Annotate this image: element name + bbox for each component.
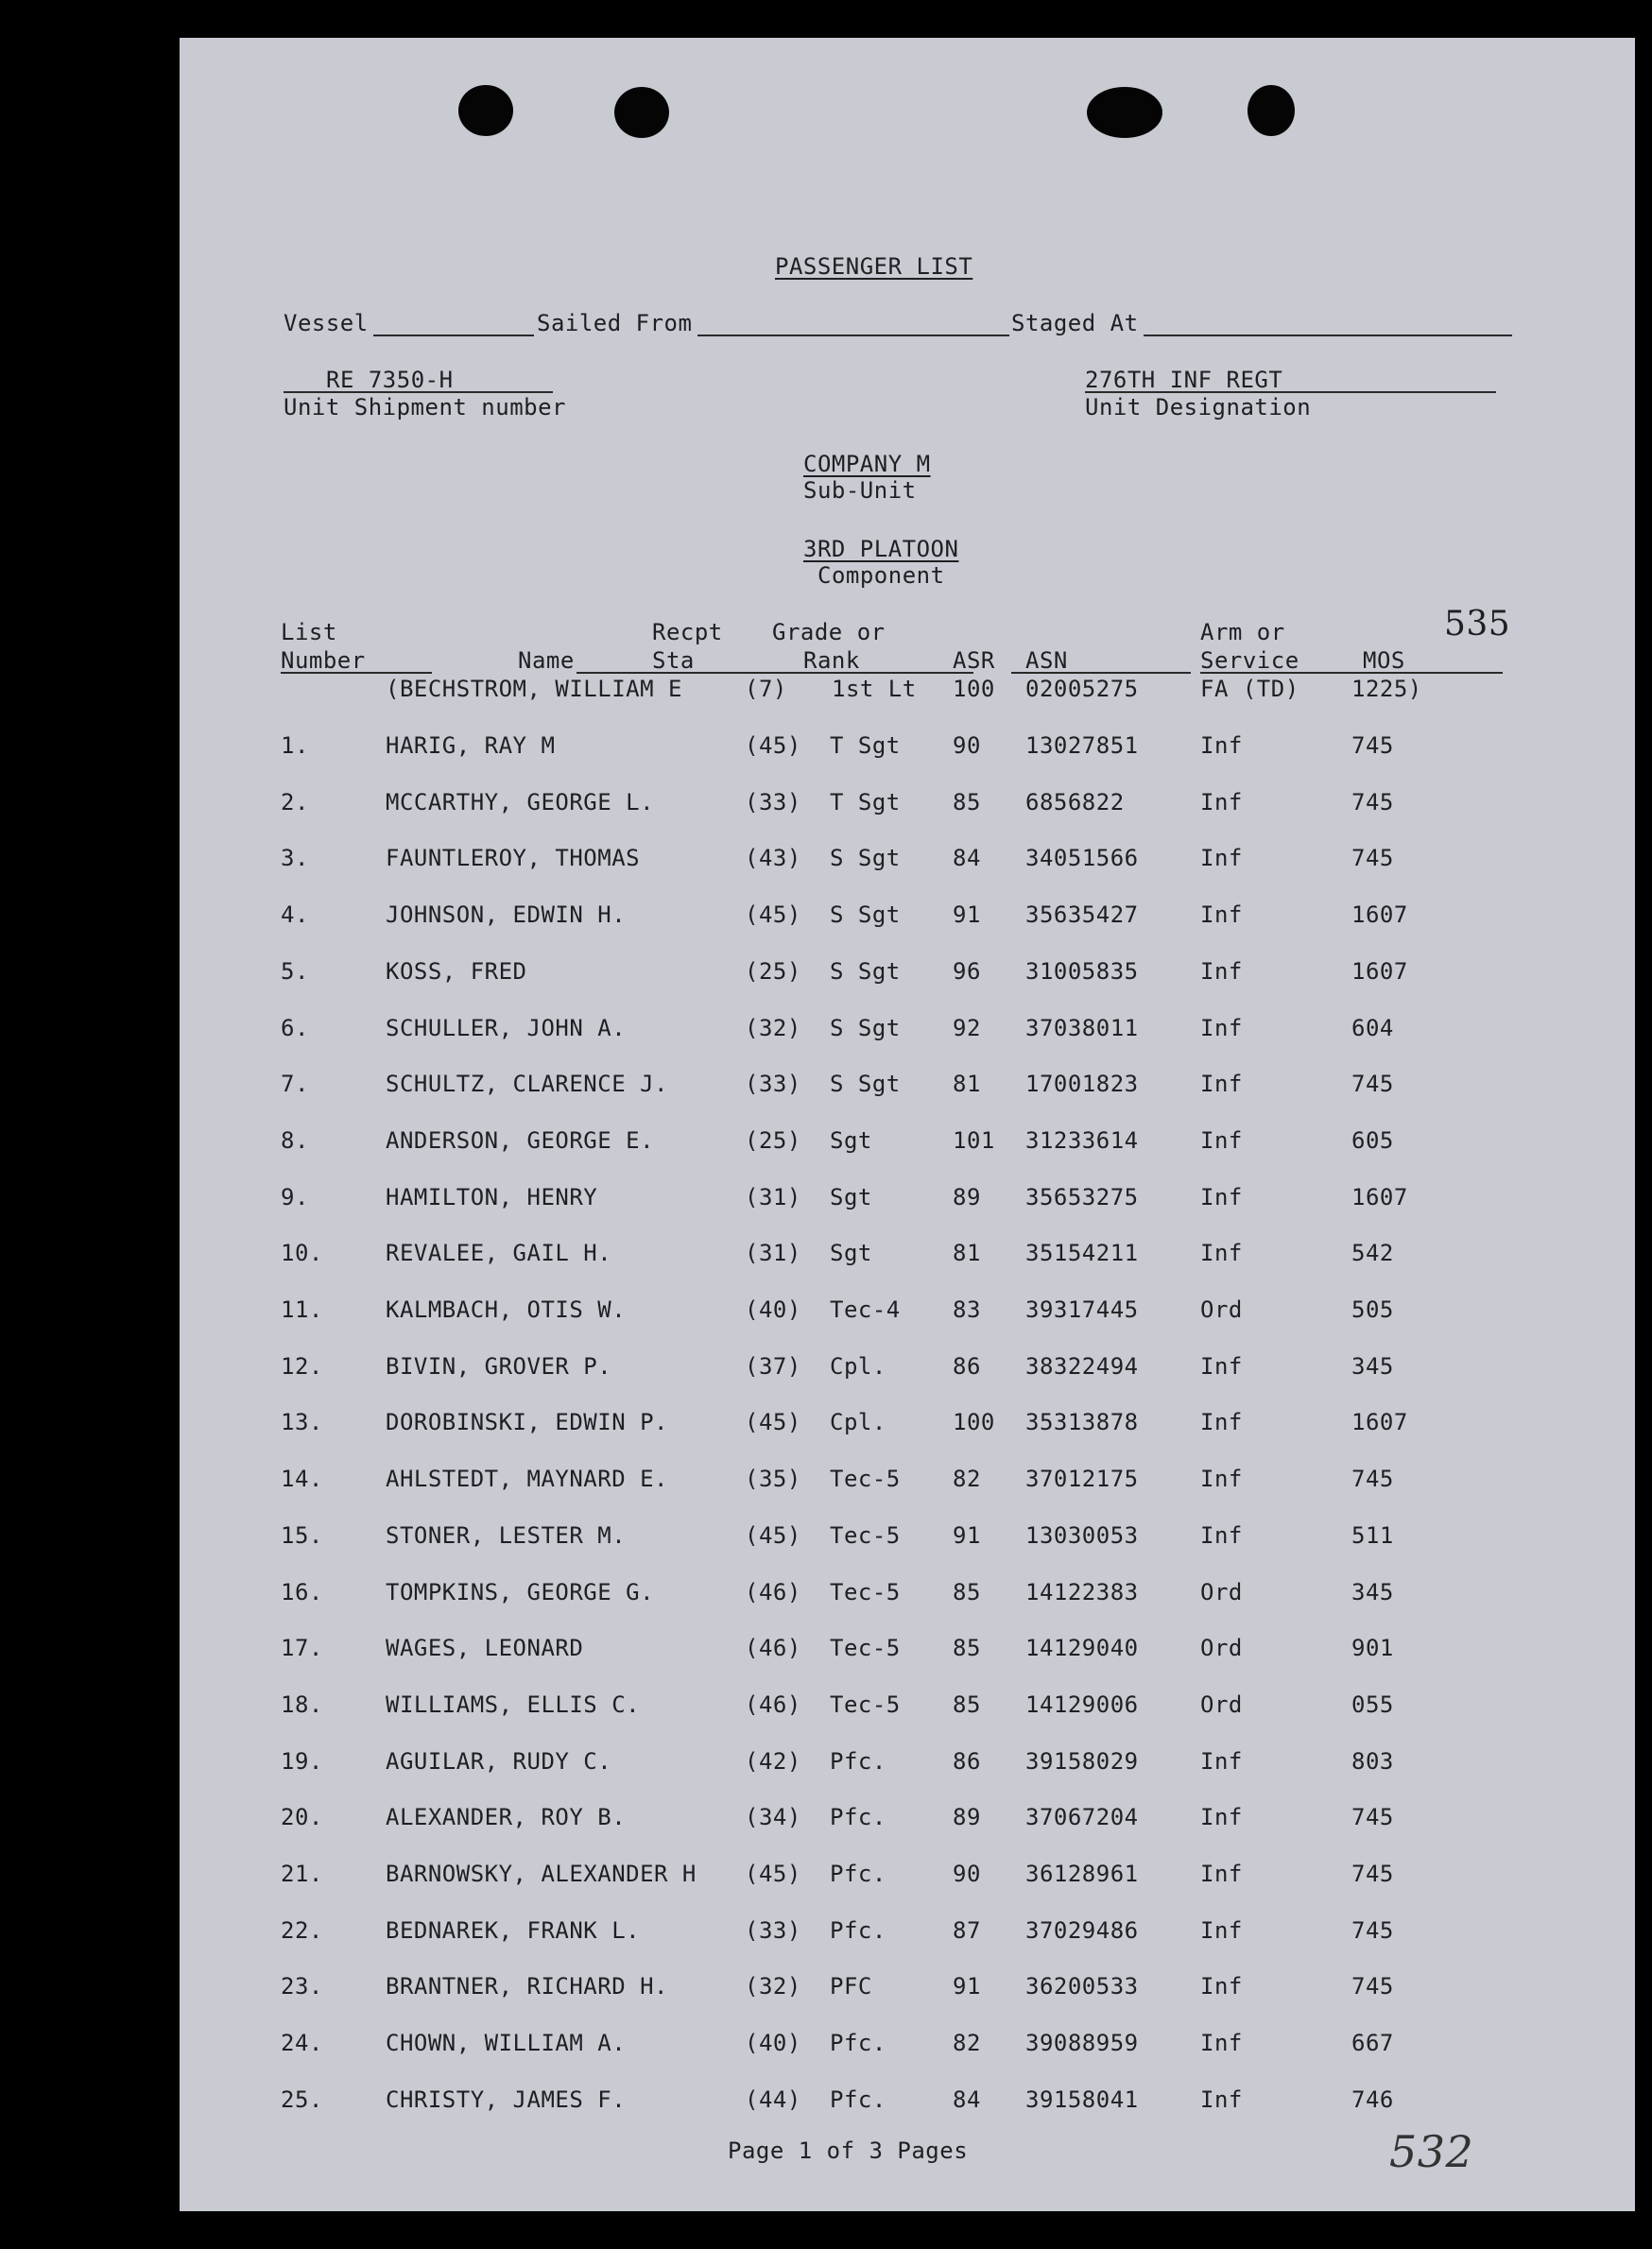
col-sta: Sta (652, 647, 695, 674)
grade-rank: T Sgt (830, 789, 901, 815)
arm-service: Ord (1200, 1296, 1243, 1323)
row-number: 14. (281, 1466, 323, 1492)
page-footer: Page 1 of 3 Pages (728, 2137, 969, 2164)
asn-number: 39088959 (1025, 2030, 1139, 2056)
asr-score: 90 (953, 1861, 981, 1887)
recpt-sta: (44) (745, 2086, 801, 2113)
col-service: Service (1200, 647, 1299, 674)
grade-rank: S Sgt (830, 958, 901, 985)
arm-service: Inf (1200, 1917, 1243, 1944)
grade-rank: Sgt (830, 1184, 872, 1210)
recpt-sta: (43) (745, 845, 801, 871)
asn-number: 34051566 (1025, 845, 1139, 871)
row-number: 24. (281, 2030, 323, 2056)
mos-code: 745 (1351, 1917, 1394, 1944)
row-number: 21. (281, 1861, 323, 1887)
arm-service: Inf (1200, 1466, 1243, 1492)
passenger-name: BIVIN, GROVER P. (386, 1353, 612, 1380)
arm-service: Inf (1200, 1127, 1243, 1154)
row-number: 11. (281, 1296, 323, 1323)
unit-designation-line (1085, 391, 1496, 393)
asn-number: 35154211 (1025, 1240, 1139, 1266)
asr-score: 85 (953, 1691, 981, 1718)
mos-code: 745 (1351, 1466, 1394, 1492)
row-number: 5. (281, 958, 309, 985)
asn-number: 37038011 (1025, 1015, 1139, 1041)
arm-service: Ord (1200, 1579, 1243, 1605)
col-name: Name (518, 647, 575, 674)
table-row (180, 1071, 1635, 1108)
col-asr: ASR (953, 647, 995, 674)
unit-shipment-line (284, 391, 553, 393)
table-row (180, 789, 1635, 827)
recpt-sta: (32) (745, 1973, 801, 2000)
mos-code: 511 (1351, 1522, 1394, 1549)
col-list: List (281, 619, 337, 645)
recpt-sta: (25) (745, 958, 801, 985)
table-row (180, 1466, 1635, 1503)
asn-number: 13030053 (1025, 1522, 1139, 1549)
row-number: 22. (281, 1917, 323, 1944)
col-recpt: Recpt (652, 619, 723, 645)
mos-code: 1607 (1351, 958, 1408, 985)
recpt-sta: (37) (745, 1353, 801, 1380)
row-number: 16. (281, 1579, 323, 1605)
arm-service: Ord (1200, 1691, 1243, 1718)
asn-number: 31005835 (1025, 958, 1139, 985)
header-rule (576, 672, 973, 674)
grade-rank: Tec-5 (830, 1522, 901, 1549)
grade-rank: Pfc. (830, 1748, 886, 1775)
row-number: 25. (281, 2086, 323, 2113)
table-row (180, 1240, 1635, 1278)
col-asn: ASN (1025, 647, 1068, 674)
grade-rank: S Sgt (830, 901, 901, 928)
arm-service: Inf (1200, 1240, 1243, 1266)
recpt-sta: (46) (745, 1691, 801, 1718)
table-row (180, 1353, 1635, 1391)
asn-number: 37012175 (1025, 1466, 1139, 1492)
asr-score: 81 (953, 1240, 981, 1266)
mos-code: 345 (1351, 1579, 1394, 1605)
table-row (180, 958, 1635, 996)
grade-rank: Tec-5 (830, 1579, 901, 1605)
page-title: PASSENGER LIST (775, 253, 973, 280)
row-number: 2. (281, 789, 309, 815)
asr-score: 84 (953, 2086, 981, 2113)
recpt-sta: (45) (745, 1861, 801, 1887)
unit-shipment-number: RE 7350-H (326, 367, 454, 393)
mos-code: 745 (1351, 1861, 1394, 1887)
asn-number: 35653275 (1025, 1184, 1139, 1210)
table-row (180, 1296, 1635, 1334)
passenger-name: REVALEE, GAIL H. (386, 1240, 612, 1266)
arm-service: Inf (1200, 1973, 1243, 2000)
unit-designation-label: Unit Designation (1085, 394, 1312, 421)
asr-score: 101 (953, 1127, 995, 1154)
grade-rank: S Sgt (830, 1015, 901, 1041)
row-number: 19. (281, 1748, 323, 1775)
row-number: 4. (281, 901, 309, 928)
asn-number: 13027851 (1025, 732, 1139, 759)
mos-code: 542 (1351, 1240, 1394, 1266)
mos-code: 667 (1351, 2030, 1394, 2056)
asr-score: 85 (953, 1579, 981, 1605)
arm-service: Inf (1200, 1522, 1243, 1549)
header-rule (1200, 672, 1503, 674)
table-row (180, 1748, 1635, 1786)
table-row (180, 1804, 1635, 1842)
col-number: Number (281, 647, 366, 674)
table-row (180, 1635, 1635, 1673)
recpt-sta: (31) (745, 1240, 801, 1266)
passenger-name: HARIG, RAY M (386, 732, 556, 759)
officer-asr: 100 (953, 676, 995, 702)
asn-number: 14129040 (1025, 1635, 1139, 1661)
asr-score: 86 (953, 1748, 981, 1775)
officer-service: FA (TD) (1200, 676, 1299, 702)
recpt-sta: (45) (745, 1409, 801, 1435)
recpt-sta: (40) (745, 1296, 801, 1323)
row-number: 18. (281, 1691, 323, 1718)
mos-code: 055 (1351, 1691, 1394, 1718)
mos-code: 1607 (1351, 1184, 1408, 1210)
staged-at-blank (1144, 335, 1512, 336)
table-row (180, 845, 1635, 883)
arm-service: Inf (1200, 1748, 1243, 1775)
asr-score: 85 (953, 789, 981, 815)
row-number: 20. (281, 1804, 323, 1830)
arm-service: Inf (1200, 1861, 1243, 1887)
grade-rank: Pfc. (830, 1861, 886, 1887)
recpt-sta: (42) (745, 1748, 801, 1775)
recpt-sta: (31) (745, 1184, 801, 1210)
grade-rank: Sgt (830, 1240, 872, 1266)
recpt-sta: (33) (745, 1917, 801, 1944)
punch-hole (458, 85, 513, 136)
recpt-sta: (34) (745, 1804, 801, 1830)
table-row (180, 1522, 1635, 1560)
recpt-sta: (35) (745, 1466, 801, 1492)
asn-number: 6856822 (1025, 789, 1125, 815)
grade-rank: S Sgt (830, 1071, 901, 1097)
row-number: 9. (281, 1184, 309, 1210)
recpt-sta: (46) (745, 1635, 801, 1661)
passenger-name: FAUNTLEROY, THOMAS (386, 845, 641, 871)
asn-number: 36128961 (1025, 1861, 1139, 1887)
table-row (180, 1861, 1635, 1898)
table-row (180, 901, 1635, 939)
sailed-from-blank (697, 335, 1009, 336)
grade-rank: Pfc. (830, 1917, 886, 1944)
row-number: 13. (281, 1409, 323, 1435)
punch-hole (1248, 85, 1295, 136)
asr-score: 86 (953, 1353, 981, 1380)
passenger-name: BRANTNER, RICHARD H. (386, 1973, 668, 2000)
table-row (180, 1409, 1635, 1447)
arm-service: Inf (1200, 958, 1243, 985)
passenger-name: SCHULTZ, CLARENCE J. (386, 1071, 668, 1097)
passenger-name: ANDERSON, GEORGE E. (386, 1127, 655, 1154)
asn-number: 39158029 (1025, 1748, 1139, 1775)
row-number: 7. (281, 1071, 309, 1097)
vessel-label: Vessel (284, 310, 369, 336)
passenger-name: AGUILAR, RUDY C. (386, 1748, 612, 1775)
grade-rank: Sgt (830, 1127, 872, 1154)
mos-code: 745 (1351, 789, 1394, 815)
mos-code: 604 (1351, 1015, 1394, 1041)
asr-score: 82 (953, 1466, 981, 1492)
component-label: Component (817, 562, 945, 589)
arm-service: Inf (1200, 2086, 1243, 2113)
passenger-name: ALEXANDER, ROY B. (386, 1804, 627, 1830)
mos-code: 1607 (1351, 1409, 1408, 1435)
asr-score: 81 (953, 1071, 981, 1097)
handwritten-page-number: 532 (1389, 2126, 1474, 2177)
asn-number: 35313878 (1025, 1409, 1139, 1435)
asn-number: 39317445 (1025, 1296, 1139, 1323)
row-number: 8. (281, 1127, 309, 1154)
asn-number: 17001823 (1025, 1071, 1139, 1097)
mos-code: 505 (1351, 1296, 1394, 1323)
table-row (180, 2030, 1635, 2068)
mos-code: 605 (1351, 1127, 1394, 1154)
arm-service: Inf (1200, 2030, 1243, 2056)
grade-rank: Tec-5 (830, 1635, 901, 1661)
row-number: 1. (281, 732, 309, 759)
asn-number: 31233614 (1025, 1127, 1139, 1154)
asr-score: 82 (953, 2030, 981, 2056)
row-number: 6. (281, 1015, 309, 1041)
grade-rank: PFC (830, 1973, 872, 2000)
officer-rank: 1st Lt (832, 676, 917, 702)
officer-name: (BECHSTROM, WILLIAM E (386, 676, 682, 702)
officer-sta: (7) (745, 676, 787, 702)
arm-service: Inf (1200, 1804, 1243, 1830)
grade-rank: Pfc. (830, 1804, 886, 1830)
table-row (180, 1691, 1635, 1729)
mos-code: 745 (1351, 732, 1394, 759)
asr-score: 87 (953, 1917, 981, 1944)
arm-service: Inf (1200, 1184, 1243, 1210)
passenger-name: CHOWN, WILLIAM A. (386, 2030, 627, 2056)
row-number: 10. (281, 1240, 323, 1266)
col-mos: MOS (1363, 647, 1405, 674)
passenger-name: MCCARTHY, GEORGE L. (386, 789, 655, 815)
mos-code: 803 (1351, 1748, 1394, 1775)
recpt-sta: (25) (745, 1127, 801, 1154)
stamp-number: 535 (1444, 605, 1511, 644)
asr-score: 90 (953, 732, 981, 759)
table-row (180, 1184, 1635, 1222)
passenger-name: SCHULLER, JOHN A. (386, 1015, 627, 1041)
passenger-name: HAMILTON, HENRY (386, 1184, 598, 1210)
passenger-name: WAGES, LEONARD (386, 1635, 584, 1661)
unit-designation: 276TH INF REGT (1085, 367, 1283, 393)
officer-asn: 02005275 (1025, 676, 1139, 702)
asn-number: 35635427 (1025, 901, 1139, 928)
header-rule (1011, 672, 1191, 674)
asr-score: 83 (953, 1296, 981, 1323)
sub-unit-label: Sub-Unit (803, 477, 917, 504)
table-row (180, 1973, 1635, 2011)
table-row (180, 2086, 1635, 2124)
col-grade-or: Grade or (772, 619, 886, 645)
passenger-name: KOSS, FRED (386, 958, 527, 985)
mos-code: 745 (1351, 1804, 1394, 1830)
grade-rank: Pfc. (830, 2086, 886, 2113)
mos-code: 745 (1351, 845, 1394, 871)
grade-rank: Cpl. (830, 1409, 886, 1435)
passenger-name: KALMBACH, OTIS W. (386, 1296, 627, 1323)
recpt-sta: (45) (745, 732, 801, 759)
recpt-sta: (32) (745, 1015, 801, 1041)
recpt-sta: (40) (745, 2030, 801, 2056)
sailed-from-label: Sailed From (537, 310, 693, 336)
passenger-name: STONER, LESTER M. (386, 1522, 627, 1549)
arm-service: Inf (1200, 789, 1243, 815)
recpt-sta: (45) (745, 901, 801, 928)
recpt-sta: (33) (745, 1071, 801, 1097)
grade-rank: Tec-4 (830, 1296, 901, 1323)
grade-rank: S Sgt (830, 845, 901, 871)
mos-code: 901 (1351, 1635, 1394, 1661)
recpt-sta: (46) (745, 1579, 801, 1605)
arm-service: Inf (1200, 845, 1243, 871)
officer-mos: 1225) (1351, 676, 1422, 702)
mos-code: 745 (1351, 1071, 1394, 1097)
arm-service: Ord (1200, 1635, 1243, 1661)
asn-number: 14129006 (1025, 1691, 1139, 1718)
table-row (180, 1015, 1635, 1053)
asn-number: 38322494 (1025, 1353, 1139, 1380)
document-page (180, 38, 1635, 2211)
passenger-name: BARNOWSKY, ALEXANDER H (386, 1861, 697, 1887)
asn-number: 39158041 (1025, 2086, 1139, 2113)
sub-unit-value: COMPANY M (803, 451, 931, 477)
passenger-name: BEDNAREK, FRANK L. (386, 1917, 641, 1944)
header-rule (281, 672, 432, 674)
table-row (180, 732, 1635, 770)
row-number: 3. (281, 845, 309, 871)
asn-number: 14122383 (1025, 1579, 1139, 1605)
passenger-name: WILLIAMS, ELLIS C. (386, 1691, 641, 1718)
passenger-name: JOHNSON, EDWIN H. (386, 901, 627, 928)
table-row (180, 1917, 1635, 1955)
grade-rank: Tec-5 (830, 1466, 901, 1492)
unit-shipment-label: Unit Shipment number (284, 394, 566, 421)
table-row (180, 1579, 1635, 1617)
arm-service: Inf (1200, 1353, 1243, 1380)
asr-score: 100 (953, 1409, 995, 1435)
asn-number: 37067204 (1025, 1804, 1139, 1830)
passenger-name: DOROBINSKI, EDWIN P. (386, 1409, 668, 1435)
vessel-blank (373, 335, 534, 336)
grade-rank: Cpl. (830, 1353, 886, 1380)
asn-number: 36200533 (1025, 1973, 1139, 2000)
passenger-name: AHLSTEDT, MAYNARD E. (386, 1466, 668, 1492)
grade-rank: Pfc. (830, 2030, 886, 2056)
recpt-sta: (33) (745, 789, 801, 815)
asr-score: 85 (953, 1635, 981, 1661)
mos-code: 345 (1351, 1353, 1394, 1380)
col-arm-or: Arm or (1200, 619, 1285, 645)
asn-number: 37029486 (1025, 1917, 1139, 1944)
punch-hole (614, 87, 669, 138)
officer-row (180, 676, 1635, 713)
table-row (180, 1127, 1635, 1165)
passenger-name: TOMPKINS, GEORGE G. (386, 1579, 655, 1605)
asr-score: 96 (953, 958, 981, 985)
staged-at-label: Staged At (1011, 310, 1139, 336)
arm-service: Inf (1200, 1071, 1243, 1097)
mos-code: 746 (1351, 2086, 1394, 2113)
mos-code: 1607 (1351, 901, 1408, 928)
asr-score: 92 (953, 1015, 981, 1041)
row-number: 17. (281, 1635, 323, 1661)
mos-code: 745 (1351, 1973, 1394, 2000)
asr-score: 89 (953, 1804, 981, 1830)
passenger-name: CHRISTY, JAMES F. (386, 2086, 627, 2113)
row-number: 15. (281, 1522, 323, 1549)
arm-service: Inf (1200, 1409, 1243, 1435)
recpt-sta: (45) (745, 1522, 801, 1549)
component-value: 3RD PLATOON (803, 536, 959, 562)
asr-score: 91 (953, 901, 981, 928)
arm-service: Inf (1200, 732, 1243, 759)
row-number: 12. (281, 1353, 323, 1380)
asr-score: 84 (953, 845, 981, 871)
col-rank: Rank (803, 647, 860, 674)
punch-hole (1087, 87, 1162, 138)
asr-score: 91 (953, 1973, 981, 2000)
asr-score: 89 (953, 1184, 981, 1210)
grade-rank: T Sgt (830, 732, 901, 759)
row-number: 23. (281, 1973, 323, 2000)
arm-service: Inf (1200, 1015, 1243, 1041)
arm-service: Inf (1200, 901, 1243, 928)
grade-rank: Tec-5 (830, 1691, 901, 1718)
asr-score: 91 (953, 1522, 981, 1549)
